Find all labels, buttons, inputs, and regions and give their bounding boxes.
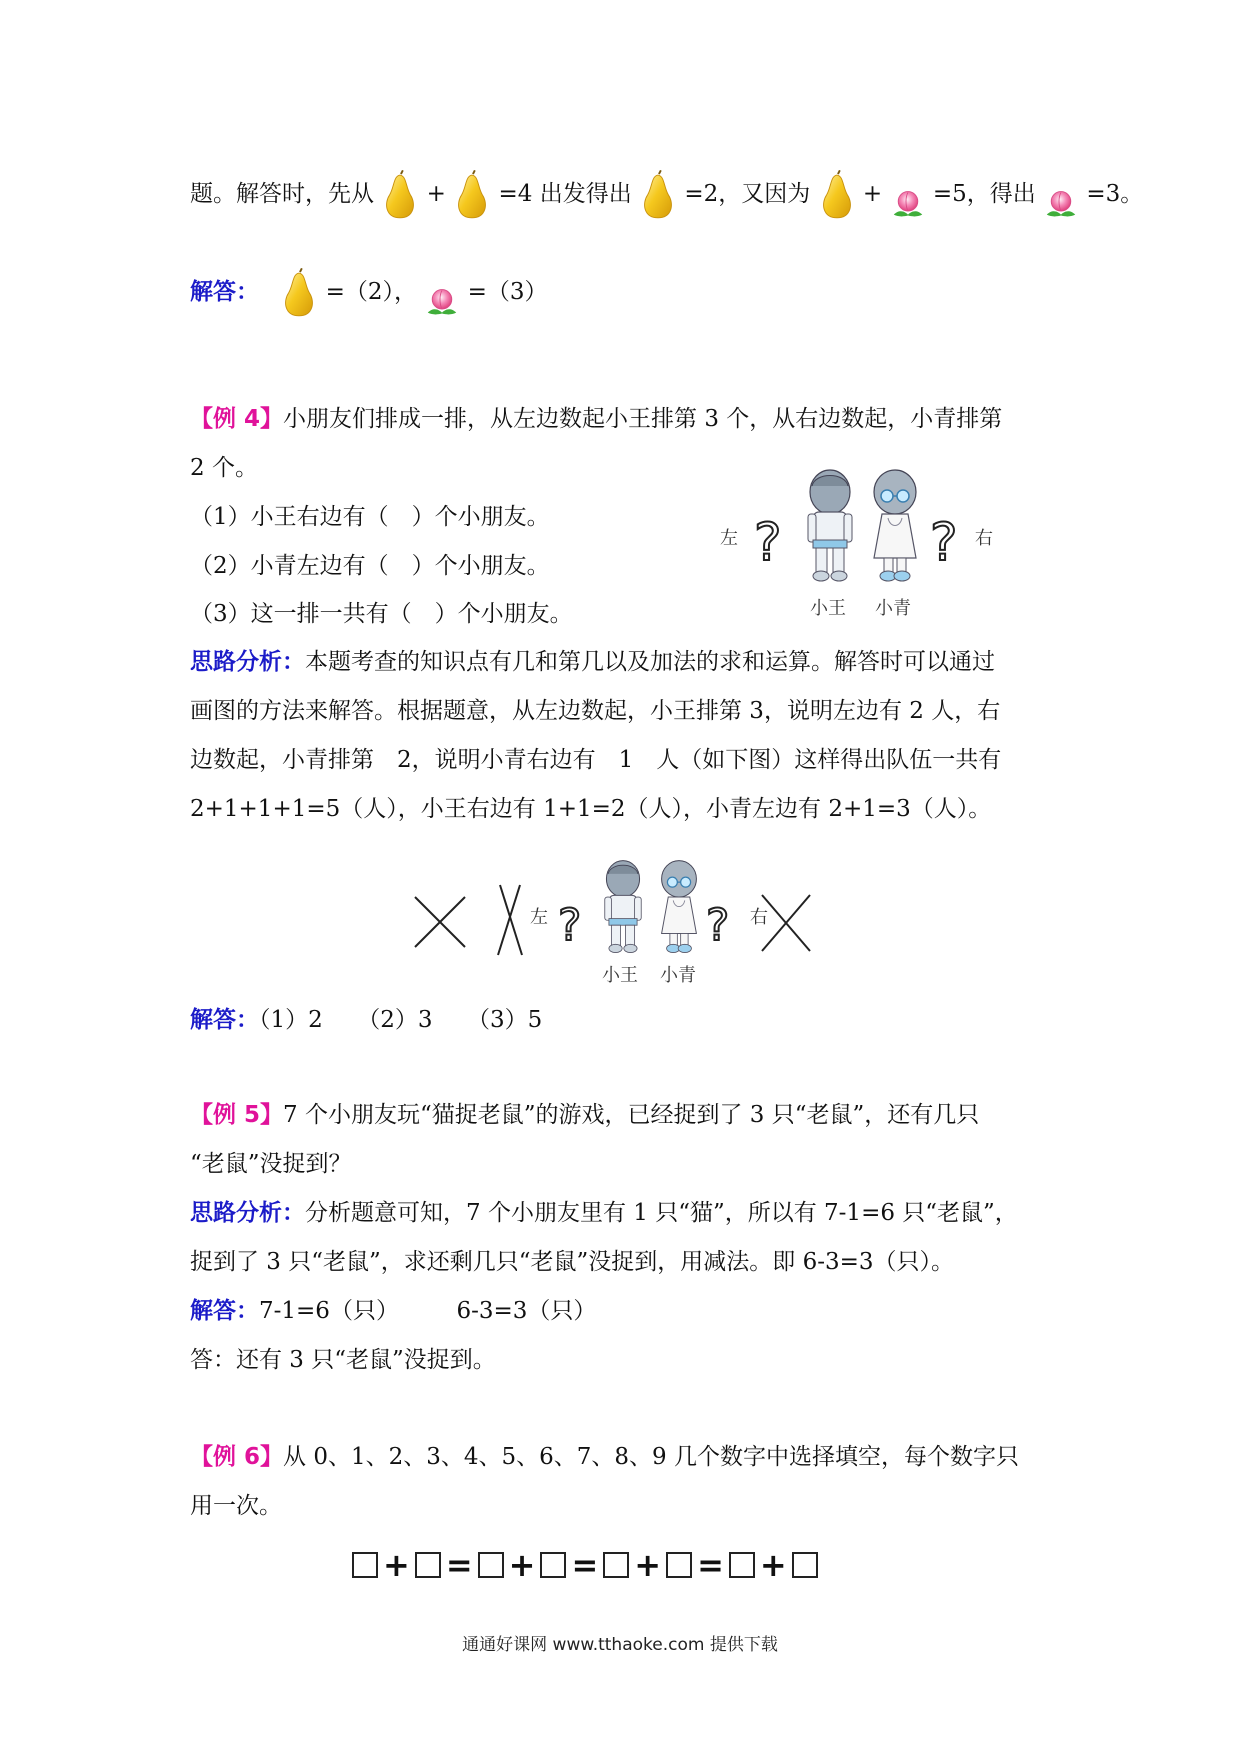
ex5-analysis-line-2: 捉到了 3 只“老鼠”，求还剩几只“老鼠”没捉到，用减法。即 6-3=3（只）。 (190, 1249, 955, 1275)
ex4-item-1: （1）小王右边有（ ）个小朋友。 (190, 504, 550, 530)
fig2-left-label: 左 (530, 907, 548, 928)
ex3-plus-2: + (862, 181, 883, 207)
ex4-question-line-2: 2 个。 (190, 455, 258, 481)
ex4-analysis-line-3: 边数起，小青排第 2，说明小青右边有 1 人（如下图）这样得出队伍一共有 (190, 747, 1002, 773)
ex4-tag: 【例 4】 (190, 406, 284, 432)
ex4-item-2: （2）小青左边有（ ）个小朋友。 (190, 553, 550, 579)
xiaoqing-figure (662, 861, 697, 953)
ex4-answer-line (190, 1005, 542, 1035)
ex6-question-line-2: 用一次。 (190, 1493, 282, 1519)
question-mark-icon: ? (754, 513, 782, 573)
answer-box[interactable] (540, 1552, 566, 1578)
answer-box[interactable] (478, 1552, 504, 1578)
fig1-name-xiaowang: 小王 (810, 598, 846, 619)
fig1-name-xiaoqing: 小青 (875, 598, 911, 619)
plus-sign: + (383, 1546, 410, 1584)
ex5-tag: 【例 5】 (190, 1102, 284, 1128)
ex4-item-3: （3）这一排一共有（ ）个小朋友。 (190, 601, 573, 627)
ex4-figure-2 (410, 855, 830, 990)
ex3-answer-label: 解答： (190, 279, 259, 305)
equals-sign: = (571, 1546, 599, 1584)
cross-mark-icon (498, 885, 522, 955)
answer-box[interactable] (352, 1552, 378, 1578)
ex4-analysis-label: 思路分析： (190, 649, 305, 675)
answer-box[interactable] (729, 1552, 755, 1578)
fig1-left-label: 左 (720, 528, 738, 549)
page-footer: 通通好课网 www.tthaoke.com 提供下载 (462, 1635, 778, 1655)
ex3-text-b: =4 出发得出 (498, 181, 632, 207)
pear-icon (453, 170, 491, 220)
answer-box[interactable] (603, 1552, 629, 1578)
ex4-analysis-line-2: 画图的方法来解答。根据题意，从左边数起，小王排第 3，说明左边有 2 人，右 (190, 698, 1001, 724)
answer-box[interactable] (792, 1552, 818, 1578)
fig2-name-xiaowang: 小王 (602, 965, 638, 986)
plus-sign: + (508, 1546, 536, 1584)
question-mark-icon: ? (930, 513, 958, 573)
ex3-text-d: =5，得出 (932, 181, 1036, 207)
ex5-answer-text: 7-1=6（只） 6-3=3（只） (259, 1298, 597, 1324)
ex4-analysis-line-1 (190, 647, 995, 677)
answer-box[interactable] (415, 1552, 441, 1578)
equals-sign: = (445, 1546, 473, 1584)
question-mark-icon: ? (706, 900, 730, 951)
question-mark-icon: ? (558, 900, 582, 951)
equals-sign: = (697, 1546, 724, 1584)
ex5-analysis-line-1 (190, 1198, 1018, 1228)
ex3-text-a: 题。解答时，先从 (190, 181, 374, 207)
ex3-explanation-line (190, 168, 1143, 220)
ex4-answer-label: 解答： (190, 1007, 259, 1033)
ex6-question-line-1 (190, 1442, 1019, 1472)
ex3-answer-pear: =（2）， (325, 279, 418, 305)
ex5-final-answer: 答：还有 3 只“老鼠”没捉到。 (190, 1347, 496, 1373)
ex3-text-c: =2，又因为 (684, 181, 811, 207)
peach-icon (1043, 188, 1079, 220)
plus-sign: + (759, 1546, 787, 1584)
ex5-question-text-1: 7 个小朋友玩“猫捉老鼠”的游戏，已经捉到了 3 只“老鼠”，还有几只 (283, 1102, 980, 1128)
pear-icon (280, 268, 318, 318)
ex4-figure-1 (710, 462, 1010, 622)
ex3-text-e: =3。 (1086, 181, 1144, 207)
pear-icon (818, 170, 856, 220)
fig2-right-label: 右 (750, 907, 768, 928)
ex3-plus-1: + (426, 181, 446, 207)
ex4-question-line-1 (190, 404, 1002, 434)
ex6-equation (350, 1546, 820, 1584)
ex5-analysis-text-1: 分析题意可知，7 个小朋友里有 1 只“猫”，所以有 7-1=6 只“老鼠”， (305, 1200, 1018, 1226)
pear-icon (639, 170, 677, 220)
ex4-analysis-line-4: 2+1+1+1=5（人），小王右边有 1+1=2（人），小青左边有 2+1=3（人）。 (190, 796, 992, 822)
ex3-answer-line (190, 266, 548, 318)
ex4-analysis-text-1: 本题考查的知识点有几和第几以及加法的求和运算。解答时可以通过 (305, 649, 995, 675)
ex5-answer-line (190, 1296, 596, 1326)
fig1-right-label: 右 (975, 528, 993, 549)
answer-box[interactable] (666, 1552, 692, 1578)
xiaoqing-figure (874, 470, 916, 581)
xiaowang-figure (808, 470, 852, 581)
ex4-question-text-1: 小朋友们排成一排，从左边数起小王排第 3 个，从右边数起，小青排第 (283, 406, 1003, 432)
ex3-answer-peach: =（3） (467, 279, 548, 305)
ex4-answer-text: （1）2 （2）3 （3）5 (259, 1007, 543, 1033)
ex5-answer-label: 解答： (190, 1298, 259, 1324)
ex5-question-line-1 (190, 1100, 979, 1130)
cross-mark-icon (415, 897, 465, 947)
xiaowang-figure (605, 861, 641, 953)
ex6-tag: 【例 6】 (190, 1444, 284, 1470)
plus-sign: + (634, 1546, 662, 1584)
ex5-question-line-2: “老鼠”没捉到？ (190, 1151, 352, 1177)
ex5-analysis-label: 思路分析： (190, 1200, 305, 1226)
cross-mark-icon (762, 895, 810, 951)
pear-icon (381, 170, 419, 220)
ex6-question-text-1: 从 0、1、2、3、4、5、6、7、8、9 几个数字中选择填空，每个数字只 (283, 1444, 1019, 1470)
fig2-name-xiaoqing: 小青 (660, 965, 696, 986)
peach-icon (890, 188, 926, 220)
peach-icon (424, 286, 460, 318)
